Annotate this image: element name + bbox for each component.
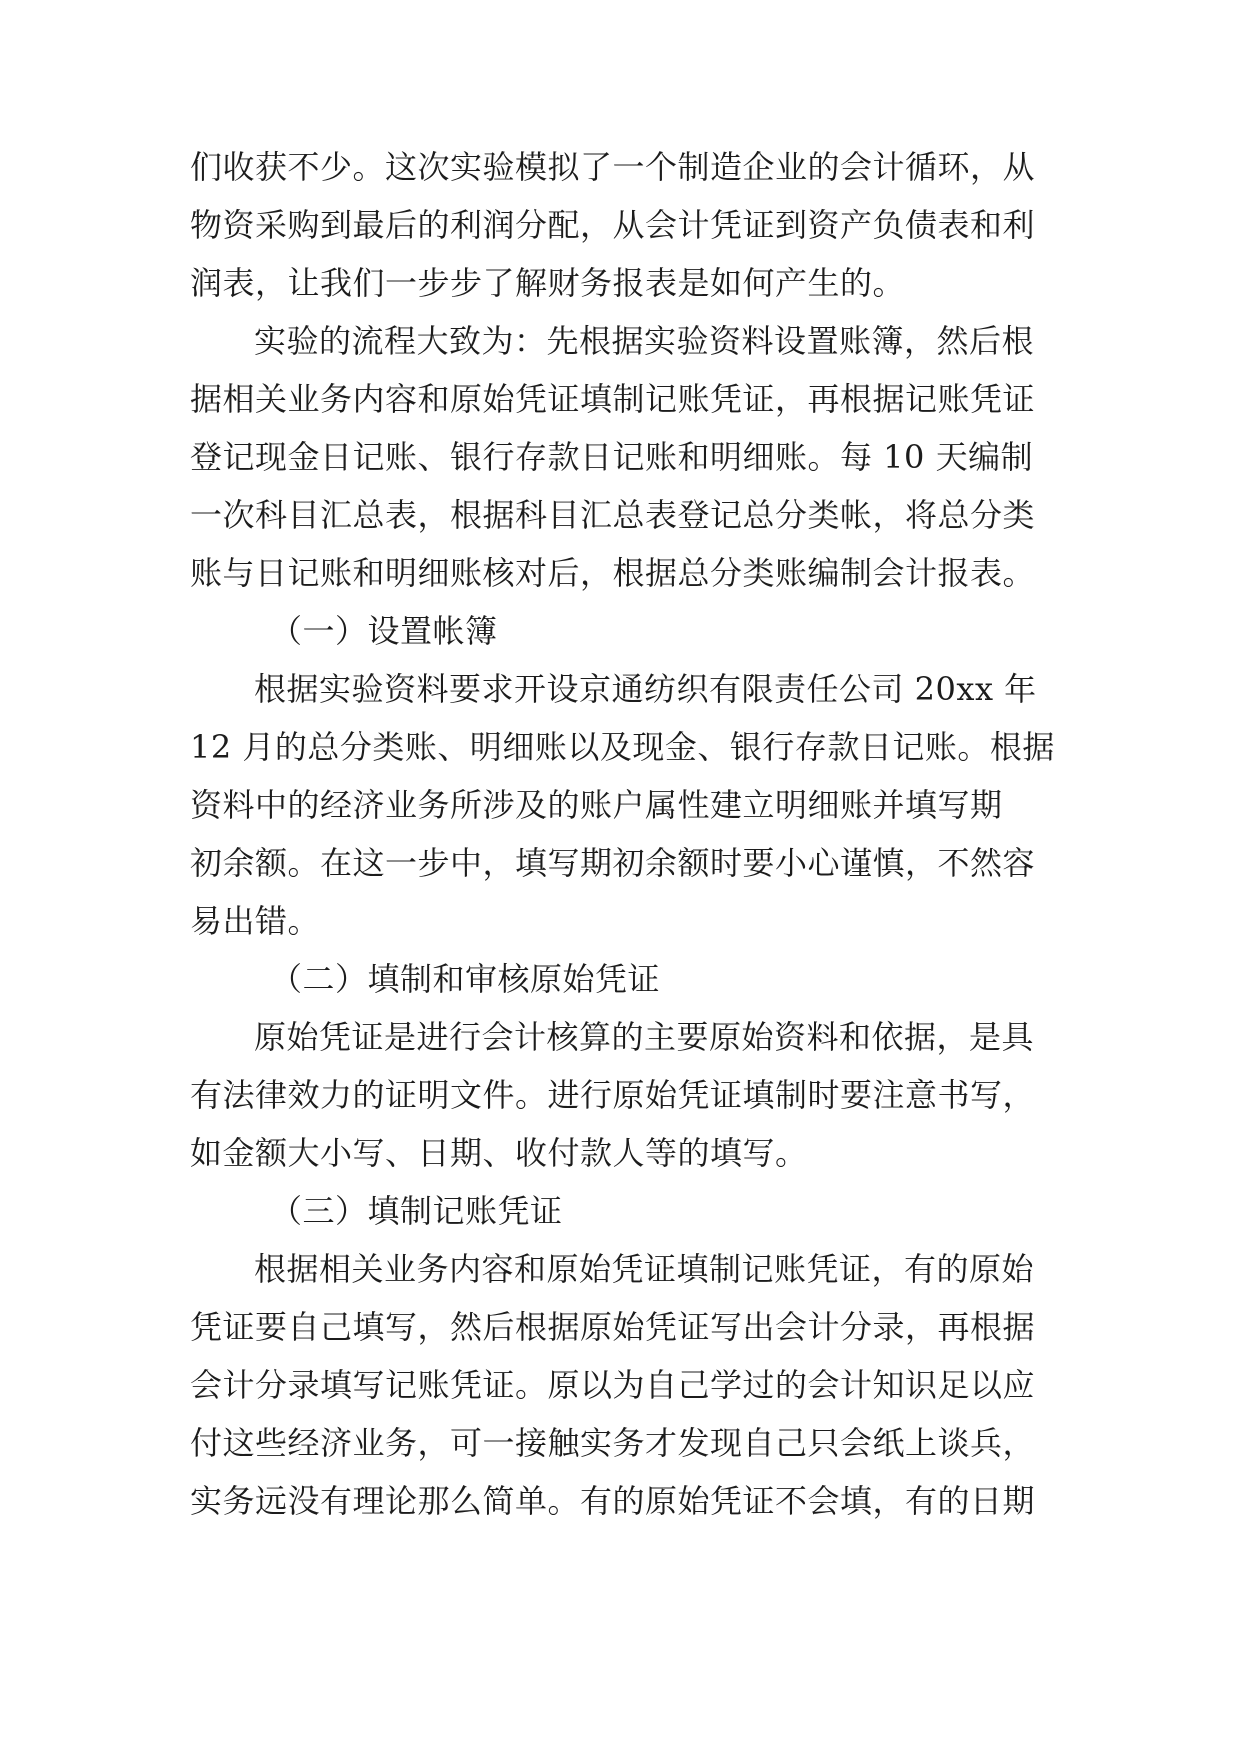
body-line-23: 付这些经济业务，可一接触实务才发现自己只会纸上谈兵， [190, 1424, 1036, 1462]
body-line-5: 据相关业务内容和原始凭证填制记账凭证，再根据记账凭证 [190, 380, 1036, 418]
body-line-6: 登记现金日记账、银行存款日记账和明细账。每 10 天编制 [190, 438, 1034, 476]
body-line-24: 实务远没有理论那么简单。有的原始凭证不会填，有的日期 [190, 1482, 1036, 1520]
body-line-11: 12 月的总分类账、明细账以及现金、银行存款日记账。根据 [190, 728, 1055, 766]
body-line-2: 物资采购到最后的利润分配，从会计凭证到资产负债表和利 [190, 206, 1036, 244]
section-heading-1: （一）设置帐簿 [270, 612, 498, 650]
body-line-21: 凭证要自己填写，然后根据原始凭证写出会计分录，再根据 [190, 1308, 1036, 1346]
body-line-8: 账与日记账和明细账核对后，根据总分类账编制会计报表。 [190, 554, 1036, 592]
body-line-3: 润表，让我们一步步了解财务报表是如何产生的。 [190, 264, 906, 302]
body-line-18: 如金额大小写、日期、收付款人等的填写。 [190, 1134, 808, 1172]
section-heading-2: （二）填制和审核原始凭证 [270, 960, 661, 998]
body-line-4: 实验的流程大致为：先根据实验资料设置账簿，然后根 [254, 322, 1035, 360]
body-line-14: 易出错。 [190, 902, 321, 940]
body-line-10: 根据实验资料要求开设京通纺织有限责任公司 20xx 年 [254, 670, 1037, 708]
body-line-1: 们收获不少。这次实验模拟了一个制造企业的会计循环，从 [190, 148, 1036, 186]
body-line-22: 会计分录填写记账凭证。原以为自己学过的会计知识足以应 [190, 1366, 1036, 1404]
body-line-13: 初余额。在这一步中，填写期初余额时要小心谨慎，不然容 [190, 844, 1036, 882]
body-line-17: 有法律效力的证明文件。进行原始凭证填制时要注意书写， [190, 1076, 1036, 1114]
section-heading-3: （三）填制记账凭证 [270, 1192, 563, 1230]
body-line-7: 一次科目汇总表，根据科目汇总表登记总分类帐，将总分类 [190, 496, 1036, 534]
body-line-16: 原始凭证是进行会计核算的主要原始资料和依据，是具 [254, 1018, 1035, 1056]
body-line-20: 根据相关业务内容和原始凭证填制记账凭证，有的原始 [254, 1250, 1035, 1288]
body-line-12: 资料中的经济业务所涉及的账户属性建立明细账并填写期 [190, 786, 1003, 824]
